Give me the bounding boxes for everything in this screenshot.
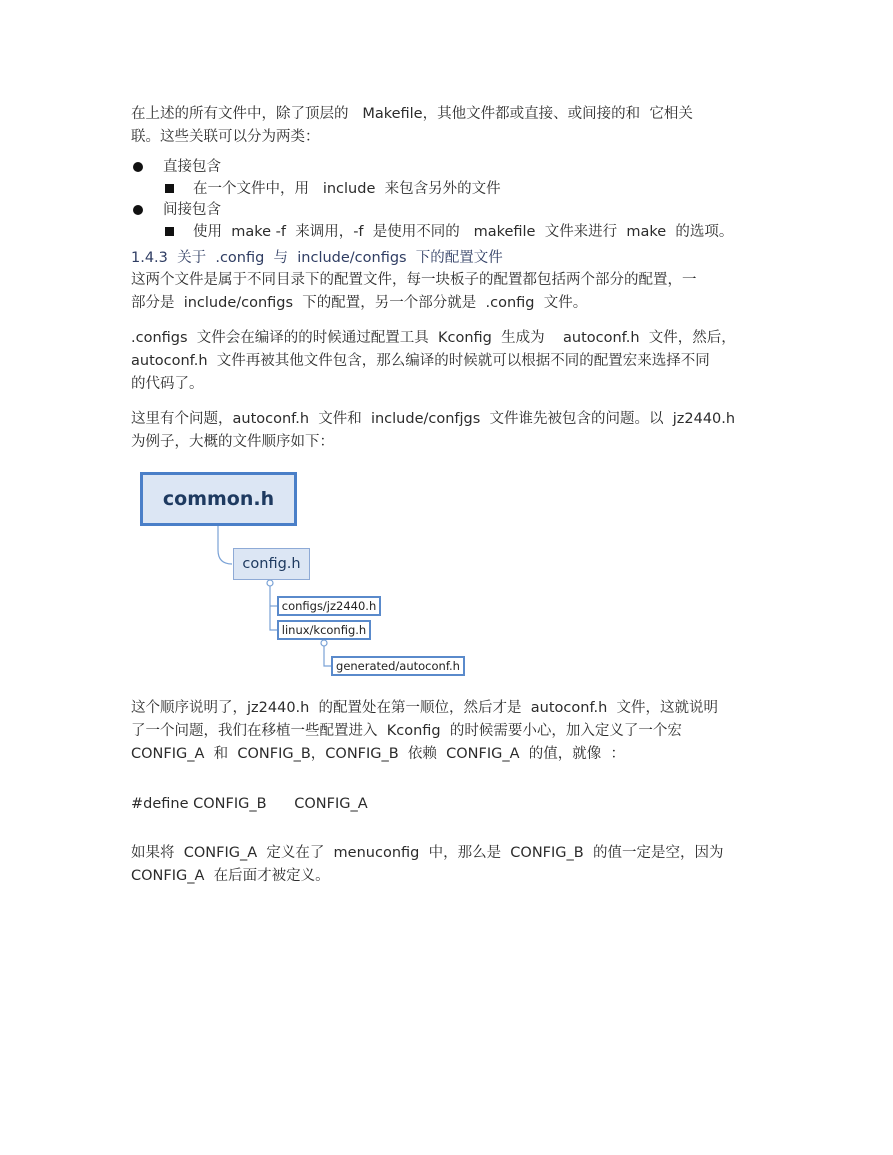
sub-list-item: 在一个文件中，用 include 来包含另外的文件 (163, 178, 761, 200)
list-item-direct (131, 157, 761, 200)
node-configs-jz2440: configs/jz2440.h (277, 596, 381, 616)
intro-line-1: 在上述的所有文件中，除了顶层的 Makefile，其他文件都或直接、或间接的和 它相关 (131, 106, 693, 122)
sub-list-item: 使用 make -f 来调用，-f 是使用不同的 makefile 文件来进行 make 的选项。 (163, 221, 761, 243)
section-heading: 1.4.3 关于 .config 与 include/configs 下的配置文件 (131, 250, 503, 266)
node-common-h: common.h (140, 472, 297, 526)
intro-line-2: 联。这些关联可以分为两类： (131, 129, 320, 145)
para4-line-1: 这个顺序说明了，jz2440.h 的配置处在第一顺位，然后才是 autoconf.h 文件，这就说明 (131, 700, 719, 716)
para5-line-2: CONFIG_A 在后面才被定义。 (131, 868, 330, 884)
node-linux-kconfig: linux/kconfig.h (277, 620, 371, 640)
code-define-line: #define CONFIG_B CONFIG_A (131, 795, 368, 812)
connector-common-config (218, 526, 232, 564)
para2-line-1: .configs 文件会在编译的的时候通过配置工具 Kconfig 生成为 autoconf.h 文件，然后， (131, 330, 736, 346)
node-config-h: config.h (233, 548, 310, 580)
para3-line-1: 这里有个问题，autoconf.h 文件和 include/confjgs 文件谁先被包含的问题。以 jz2440.h (131, 411, 736, 427)
connector-node (321, 640, 327, 646)
document-page (131, 103, 761, 888)
list-item-label: 间接包含 (163, 202, 221, 218)
para3-line-2: 为例子，大概的文件顺序如下： (131, 434, 334, 450)
para2-line-2: autoconf.h 文件再被其他文件包含，那么编译的时候就可以根据不同的配置宏来选择不同 (131, 353, 710, 369)
node-generated-autoconf: generated/autoconf.h (331, 656, 465, 676)
connector-node (267, 580, 273, 586)
para1-line-2: 部分是 include/configs 下的配置，另一个部分就是 .config 文件。 (131, 295, 588, 311)
sub-list (163, 178, 761, 200)
para5-line-1: 如果将 CONFIG_A 定义在了 menuconfig 中，那么是 CONFIG_B 的值一定是空，因为 (131, 845, 724, 861)
include-order-diagram (139, 472, 479, 687)
inclusion-list (131, 157, 761, 243)
list-item-indirect (131, 200, 761, 243)
para2-line-3: 的代码了。 (131, 376, 204, 392)
para4-line-3: CONFIG_A 和 CONFIG_B，CONFIG_B 依赖 CONFIG_A 的值，就像 ： (131, 746, 625, 762)
list-item-label: 直接包含 (163, 159, 221, 175)
sub-list (163, 221, 761, 243)
connector-config-leaves (270, 580, 277, 630)
para1-line-1: 这两个文件是属于不同目录下的配置文件，每一块板子的配置都包括两个部分的配置，一 (131, 272, 697, 288)
para4-line-2: 了一个问题，我们在移植一些配置进入 Kconfig 的时候需要小心，加入定义了一个宏 (131, 723, 682, 739)
